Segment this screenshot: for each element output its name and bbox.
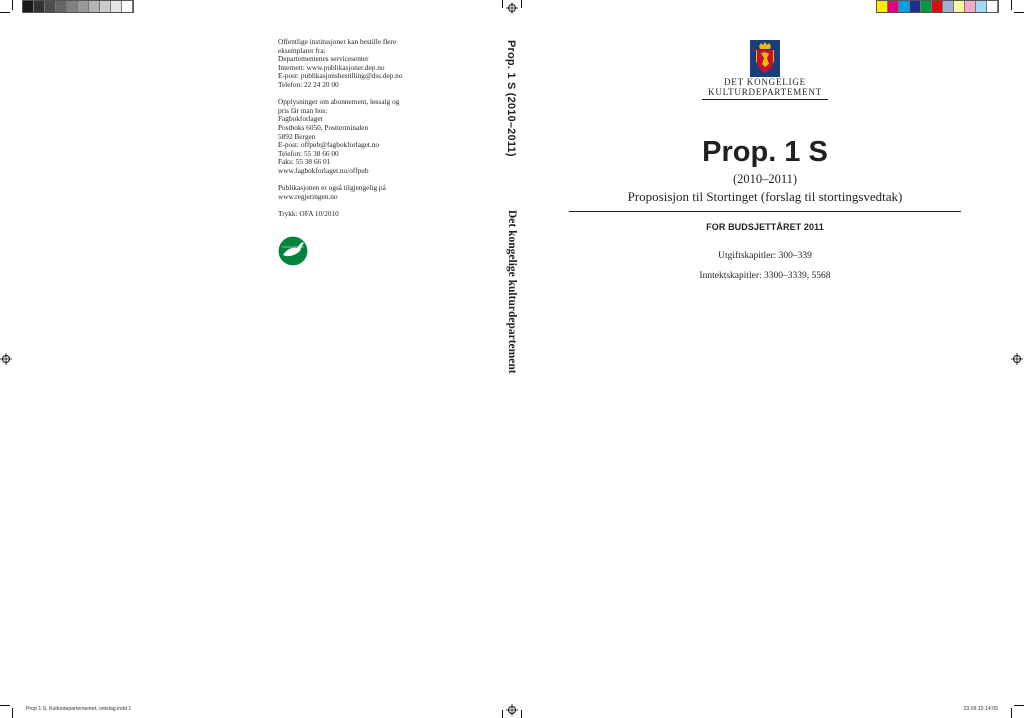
title-divider: [569, 211, 961, 212]
color-swatch: [921, 1, 932, 12]
gray-swatch: [89, 1, 100, 12]
gray-swatch: [67, 1, 78, 12]
gray-swatch: [122, 1, 133, 12]
spine-fold-mark: [502, 710, 503, 718]
expenditure-chapters: Utgiftskapitler: 300–339: [718, 251, 812, 261]
crop-mark: [1011, 0, 1012, 10]
availability-info: Publikasjonen er også tilgjengelig på www.regjeringen.no: [278, 183, 386, 201]
gray-swatch: [111, 1, 122, 12]
color-swatch: [954, 1, 965, 12]
color-calibration-strip: [876, 0, 999, 13]
proposition-title: Prop. 1 S: [702, 136, 828, 168]
gray-swatch: [78, 1, 89, 12]
print-info: Trykk: OFA 10/2010: [278, 208, 339, 218]
registration-mark-icon: [506, 2, 518, 14]
gray-swatch: [45, 1, 56, 12]
color-swatch: [910, 1, 921, 12]
registration-mark-icon: [0, 353, 12, 365]
ministry-name: DET KONGELIGE KULTURDEPARTEMENT: [708, 77, 822, 97]
ministry-underline: [702, 99, 828, 100]
gray-swatch: [23, 1, 34, 12]
gray-swatch: [100, 1, 111, 12]
income-chapters: Inntektskapitler: 3300–3339, 5568: [699, 271, 831, 281]
color-swatch: [976, 1, 987, 12]
color-swatch: [943, 1, 954, 12]
crop-mark: [12, 708, 13, 718]
color-swatch: [965, 1, 976, 12]
crop-mark: [1011, 708, 1012, 718]
registration-mark-icon: [1011, 353, 1023, 365]
imprint-block: [278, 38, 428, 227]
subscription-info: Opplysninger om abonnement, løssalg og pris får man hos: Fagbokforlaget Postboks 6050, Postterminalen 5892 Bergen E-post: offpub@fagbokforlaget.no Telefon: 55 38 66 00 Faks: 55 38 66 01 www.fagbokforlaget.no/offpub: [278, 97, 400, 175]
session-years: (2010–2011): [732, 172, 798, 186]
crop-mark: [0, 12, 10, 13]
spine-fold-mark: [521, 710, 522, 718]
spine-fold-mark: [521, 0, 522, 8]
spine-title: Prop. 1 S (2010–2011): [505, 40, 517, 157]
file-slug: Prop 1 S, Kulturdepartementet, omslag.indd 1: [26, 706, 132, 712]
registration-mark-icon: [506, 704, 518, 716]
crop-mark: [0, 705, 10, 706]
color-swatch: [932, 1, 943, 12]
color-swatch: [899, 1, 910, 12]
crop-mark: [1014, 12, 1024, 13]
crop-mark: [12, 0, 13, 10]
gray-swatch: [34, 1, 45, 12]
spine-fold-mark: [502, 0, 503, 8]
grayscale-calibration-strip: [22, 0, 134, 13]
nordic-swan-ecolabel-icon: [278, 231, 308, 271]
color-swatch: [877, 1, 888, 12]
crop-mark: [1014, 705, 1024, 706]
gray-swatch: [56, 1, 67, 12]
proposition-subtitle: Proposisjon til Stortinget (forslag til stortingsvedtak): [627, 189, 903, 204]
coat-of-arms-icon: [750, 40, 780, 77]
spine-ministry: Det kongelige kulturdepartement: [506, 210, 518, 374]
color-swatch: [888, 1, 899, 12]
color-swatch: [987, 1, 998, 12]
budget-year-heading: FOR BUDSJETTÅRET 2011: [706, 222, 824, 232]
print-timestamp: 23.09.10 14:05: [963, 706, 998, 712]
ordering-info: Offentlige institusjoner kan bestille flere eksemplarer fra: Departementenes servicesenter Internett: www.publikasjoner.dep.no E-post: publikasjonsbestilling@dss.dep.no Telefon: 22 24 20 00: [278, 37, 403, 89]
